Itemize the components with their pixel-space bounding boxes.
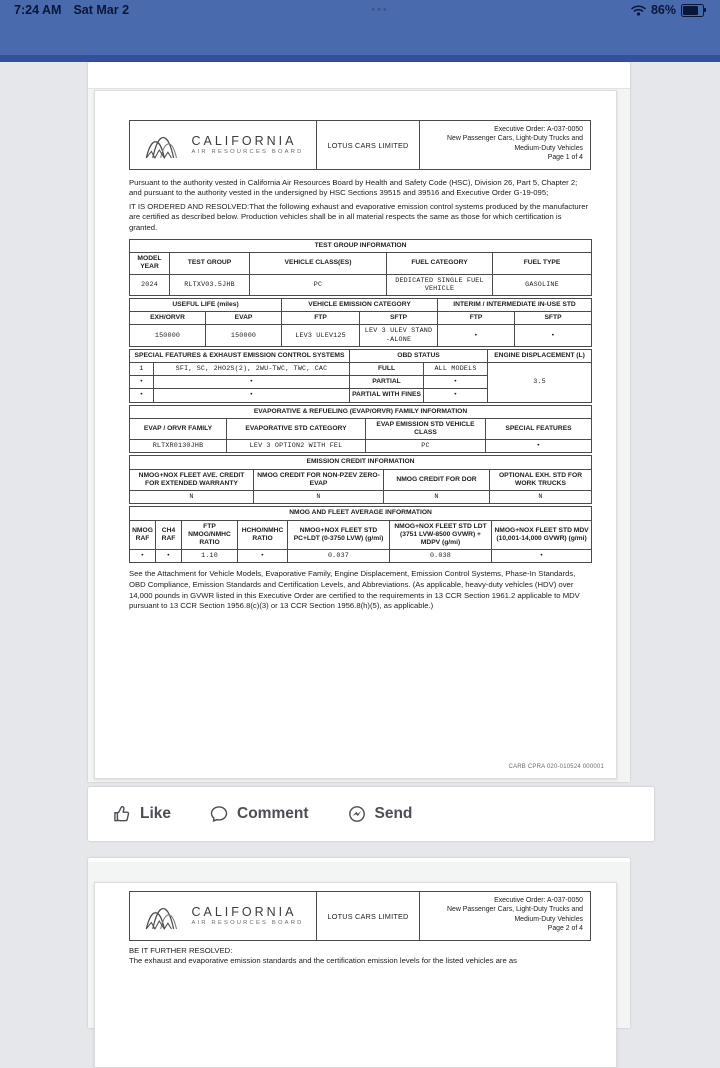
warranty-credit-value: N: [130, 491, 254, 504]
further-resolved-heading: BE IT FURTHER RESOLVED:: [129, 946, 233, 955]
page-number: Page 1 of 4: [547, 154, 583, 162]
carb-mountains-icon: [142, 129, 188, 161]
brand-california: CALIFORNIA: [191, 133, 297, 148]
evap-family-table: [129, 405, 592, 454]
carb-logo: [130, 121, 317, 169]
manufacturer-name: LOTUS CARS LIMITED: [317, 121, 420, 169]
document-page-2: [94, 882, 617, 1068]
header-cell: FUEL CATEGORY: [387, 253, 493, 274]
fuel-type-value: GASOLINE: [493, 274, 592, 295]
test-group-table: [129, 239, 592, 296]
sftp-category-value: LEV 3 ULEV STAND -ALONE: [360, 325, 438, 346]
like-thumb-icon: [112, 804, 132, 824]
obd-partial-value: •: [424, 376, 488, 389]
brand-air-resources-board: AIR RESOURCES BOARD: [191, 920, 304, 927]
fleet-title: NMOG AND FLEET AVERAGE INFORMATION: [130, 507, 592, 520]
messenger-send-icon: [347, 804, 367, 824]
emission-credit-table: [129, 455, 592, 504]
doc-header-box: [129, 120, 591, 170]
header-cell: EVAP EMISSION STD VEHICLE CLASS: [366, 418, 486, 439]
post-photo-card-page1[interactable]: [88, 62, 630, 782]
fleet-std-ldt-mdpv-value: 0.038: [390, 550, 492, 563]
dor-credit-value: N: [384, 491, 490, 504]
status-bar: [0, 0, 720, 55]
header-cell: NMOG+NOX FLEET AVE. CREDIT FOR EXTENDED WARRANTY: [130, 469, 254, 490]
like-button[interactable]: [112, 804, 171, 824]
header-cell: FUEL TYPE: [493, 253, 592, 274]
carb-mountains-icon: [142, 900, 188, 932]
evap-family-value: RLTXR0130JHB: [130, 440, 227, 453]
hcho-ratio-value: •: [238, 550, 288, 563]
battery-icon: [681, 4, 704, 17]
interim-ftp-value: •: [438, 325, 515, 346]
brand-air-resources-board: AIR RESOURCES BOARD: [191, 149, 304, 156]
obd-partial-fines-label: PARTIAL WITH FINES: [350, 389, 424, 402]
emission-control-systems: SFI, SC, 2HO2S(2), 2WU-TWC, TWC, CAC: [154, 363, 350, 376]
model-year-value: 2024: [130, 274, 170, 295]
carb-cpra-reference: CARB CPRA 020-010524 000001: [508, 764, 604, 770]
special-features-title: SPECIAL FEATURES & EXHAUST EMISSION CONTROL SYSTEMS: [130, 349, 350, 362]
header-cell: SFTP: [360, 312, 438, 325]
row-index: •: [130, 376, 154, 389]
status-date: Sat Mar 2: [73, 3, 130, 17]
attachment-note-paragraph: See the Attachment for Vehicle Models, Evaporative Family, Engine Displacement, Emission Control Systems, Phase-In Standards, OBD Compliance, Emission Standards and Certification Levels, and Abbreviations. (As applicable, heavy-duty vehicles (HDV) over 14,000 pounds in GVWR listed in this Executive Order are certified to the requirements in 13 CCR Section 1961.2 applicable to MDV pursuant to 13 CCR Section 1956.8(c)(3) or 13 CCR Section 1956.8(h)(5), as applicable.): [129, 569, 580, 611]
executive-order-number: Executive Order: A-037-0050: [494, 126, 583, 133]
group-title: USEFUL LIFE (miles): [130, 299, 282, 312]
fuel-category-value: DEDICATED SINGLE FUEL VEHICLE: [387, 274, 493, 295]
fleet-std-pc-ldt-value: 0.037: [288, 550, 390, 563]
engine-displacement-value: 3.5: [488, 363, 592, 403]
fleet-std-mdv-value: •: [492, 550, 592, 563]
order-vehicle-classes-1: New Passenger Cars, Light-Duty Trucks and: [447, 906, 583, 914]
header-cell: FTP: [282, 312, 360, 325]
row-index: 1: [130, 363, 154, 376]
status-menu-dots: •••: [371, 4, 389, 16]
battery-percent: 86%: [650, 3, 676, 17]
header-cell: VEHICLE CLASS(ES): [250, 253, 387, 274]
executive-order-info: [420, 892, 590, 940]
post-action-bar: [88, 787, 654, 841]
header-cell: NMOG CREDIT FOR DOR: [384, 469, 490, 490]
evap-std-category-value: LEV 3 OPTION2 WITH FEL: [227, 440, 366, 453]
exh-orvr-value: 150000: [130, 325, 206, 346]
header-cell: CH4 RAF: [156, 520, 182, 550]
obd-full-label: FULL: [350, 363, 424, 376]
send-button[interactable]: [347, 804, 413, 824]
header-cell: EVAP: [206, 312, 282, 325]
authority-paragraph: Pursuant to the authority vested in California Air Resources Board by Health and Safety Code (HSC), Division 26, Part 5, Chapter 2; and pursuant to the authority vested in the undersigned by HSC Sections 39515 and 39516 and Executive Order G-19-095;: [129, 178, 578, 198]
credit-title: EMISSION CREDIT INFORMATION: [130, 456, 592, 469]
ftp-ratio-value: 1.10: [182, 550, 238, 563]
comment-label: Comment: [237, 805, 309, 822]
order-vehicle-classes-2: Medium-Duty Vehicles: [514, 144, 583, 152]
interim-sftp-value: •: [515, 325, 592, 346]
evap-miles-value: 150000: [206, 325, 282, 346]
header-cell: EVAP / ORVR FAMILY: [130, 418, 227, 439]
nav-header-strip: [0, 55, 720, 62]
page-number: Page 2 of 4: [547, 925, 583, 933]
evap-vehicle-class-value: PC: [366, 440, 486, 453]
header-cell: TEST GROUP: [170, 253, 250, 274]
order-vehicle-classes-2: Medium-Duty Vehicles: [514, 915, 583, 923]
ordered-resolved-paragraph: IT IS ORDERED AND RESOLVED:That the following exhaust and evaporative emission control systems produced by the manufacturer are certified as described below. Production vehicles shall be in all material respects the same as those for which certification is granted.: [129, 201, 589, 232]
group-title: VEHICLE EMISSION CATEGORY: [282, 299, 438, 312]
header-cell: FTP: [438, 312, 515, 325]
row-index: •: [130, 389, 154, 402]
evap-title: EVAPORATIVE & REFUELING (EVAP/ORVR) FAMILY INFORMATION: [130, 405, 592, 418]
like-label: Like: [140, 805, 172, 822]
emission-control-systems: •: [154, 376, 350, 389]
order-vehicle-classes-1: New Passenger Cars, Light-Duty Trucks and: [447, 135, 583, 143]
header-cell: MODEL YEAR: [130, 253, 170, 274]
wifi-icon: [631, 5, 646, 16]
test-group-value: RLTXV03.5JHB: [170, 274, 250, 295]
obd-partial-label: PARTIAL: [350, 376, 424, 389]
zero-evap-credit-value: N: [254, 491, 384, 504]
fleet-average-table: [129, 506, 592, 563]
doc-header-box: [129, 891, 591, 941]
header-cell: NMOG RAF: [130, 520, 156, 550]
header-cell: NMOG+NOX FLEET STD LDT (3751 LVW-8500 GVWR) + MDPV (g/mi): [390, 520, 492, 550]
header-cell: SFTP: [515, 312, 592, 325]
vehicle-class-value: PC: [250, 274, 387, 295]
post-photo-card-page2[interactable]: [88, 858, 630, 1028]
document-page-1: [94, 90, 617, 779]
header-cell: HCHO/NMHC RATIO: [238, 520, 288, 550]
ch4-raf-value: •: [156, 550, 182, 563]
obd-status-title: OBD STATUS: [350, 349, 488, 362]
executive-order-info: [420, 121, 590, 169]
test-group-title: TEST GROUP INFORMATION: [130, 240, 592, 253]
work-trucks-std-value: N: [490, 491, 592, 504]
evap-special-features-value: •: [486, 440, 592, 453]
special-features-table: [129, 349, 592, 403]
header-cell: NMOG+NOX FLEET STD PC+LDT (0-3750 LVW) (g/mi): [288, 520, 390, 550]
brand-california: CALIFORNIA: [191, 904, 297, 919]
status-time: 7:24 AM: [14, 3, 62, 17]
comment-bubble-icon: [209, 804, 229, 824]
header-cell: EVAPORATIVE STD CATEGORY: [227, 418, 366, 439]
header-cell: NMOG CREDIT FOR NON-PZEV ZERO-EVAP: [254, 469, 384, 490]
engine-displacement-title: ENGINE DISPLACEMENT (L): [488, 349, 592, 362]
header-cell: OPTIONAL EXH. STD FOR WORK TRUCKS: [490, 469, 592, 490]
comment-button[interactable]: [209, 804, 308, 824]
document-photo-page1[interactable]: [88, 88, 630, 782]
obd-partial-fines-value: •: [424, 389, 488, 402]
header-cell: SPECIAL FEATURES: [486, 418, 592, 439]
header-cell: NMOG+NOX FLEET STD MDV (10,001-14,000 GVWR) (g/mi): [492, 520, 592, 550]
header-cell: EXH/ORVR: [130, 312, 206, 325]
header-cell: FTP NMOG/NMHC RATIO: [182, 520, 238, 550]
further-resolved-body: The exhaust and evaporative emission standards and the certification emission levels for the listed vehicles are as: [129, 956, 517, 966]
useful-life-table: [129, 298, 592, 347]
obd-full-value: ALL MODELS: [424, 363, 488, 376]
group-title: INTERIM / INTERMEDIATE IN-USE STD: [438, 299, 592, 312]
document-photo-page2[interactable]: [88, 862, 630, 1028]
carb-logo: [130, 892, 317, 940]
executive-order-number: Executive Order: A-037-0050: [494, 897, 583, 904]
send-label: Send: [374, 805, 413, 822]
nmog-raf-value: •: [130, 550, 156, 563]
emission-control-systems: •: [154, 389, 350, 402]
manufacturer-name: LOTUS CARS LIMITED: [317, 892, 420, 940]
ftp-category-value: LEV3 ULEV125: [282, 325, 360, 346]
